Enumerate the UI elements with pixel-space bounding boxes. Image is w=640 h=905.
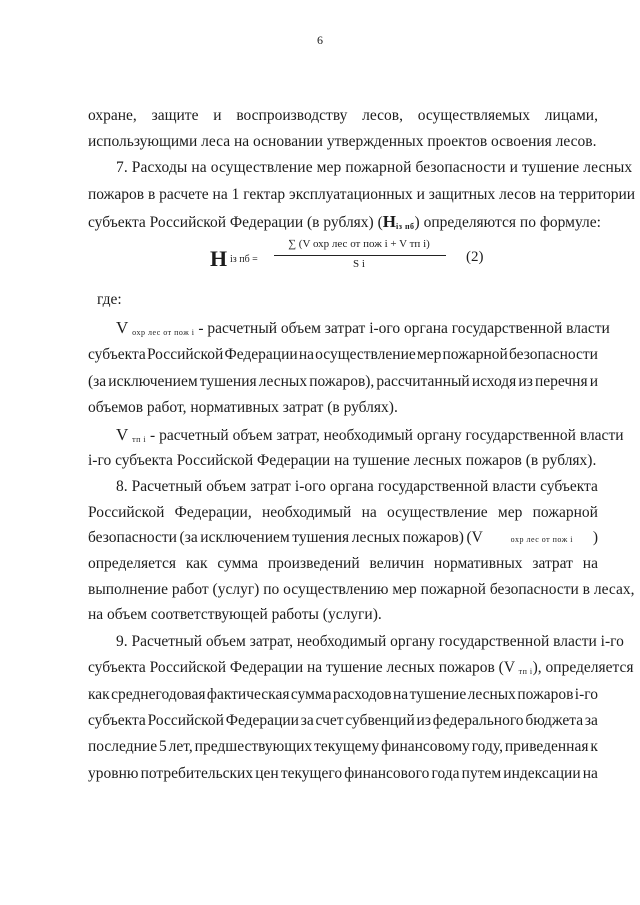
word: сумма (290, 686, 332, 703)
symbol-subscript: iз пб (396, 222, 415, 231)
word: на (361, 504, 377, 521)
word: лет, (168, 738, 193, 755)
text-line: объемов работ, нормативных затрат (в рублях). (88, 399, 398, 416)
word: тушения (292, 529, 350, 546)
word: осуществляемых (417, 107, 531, 124)
word: затрат (532, 555, 573, 572)
text-line: на объем соответствующей работы (услуги). (88, 606, 382, 623)
word: как (185, 555, 208, 572)
word: как (88, 686, 110, 703)
word: Федерации (224, 346, 298, 363)
word: и (213, 107, 222, 124)
word: государственной (377, 478, 489, 495)
word: субъекта (88, 712, 146, 729)
formula-numerator: ∑ (V охр лес от пож i + V тп i) (288, 238, 430, 250)
text-run: ) (592, 529, 598, 546)
word: Российской (146, 346, 224, 363)
word: Российской (147, 712, 224, 729)
text-line (88, 503, 598, 523)
word: определяется (88, 555, 176, 572)
word: за (584, 712, 598, 729)
word: перечня (534, 373, 588, 390)
word: среднегодовая (111, 686, 206, 703)
symbol-H: Н (382, 212, 396, 231)
word: к (590, 738, 598, 755)
definition-line (116, 318, 610, 343)
word: осуществление (387, 504, 488, 521)
formula (210, 238, 510, 274)
word: году, (471, 738, 503, 755)
formula-H: Н (210, 246, 228, 271)
text-run: ), определяется (532, 659, 634, 676)
word: федерального (432, 712, 524, 729)
word: Расчетный (131, 478, 203, 495)
word: расходов (332, 686, 392, 703)
word: на (582, 765, 598, 782)
text-run (88, 528, 483, 548)
word: исходя (471, 373, 517, 390)
word: цен (255, 765, 279, 782)
word: лицами, (544, 107, 598, 124)
word: власти (492, 478, 537, 495)
formula-number: (2) (466, 249, 484, 265)
text-line (88, 372, 598, 392)
word: уровню (88, 765, 139, 782)
text-line (88, 528, 598, 550)
text-run: ) определяются по формуле: (414, 214, 601, 231)
fraction-bar (274, 255, 446, 256)
where-label: где: (97, 291, 122, 308)
text-run: субъекта Российской Федерации на тушение лесных пожаров (V (88, 659, 519, 676)
word: пожарной (442, 346, 508, 363)
word: воспроизводству (236, 107, 348, 124)
word: (за (179, 529, 198, 546)
definition-line (116, 425, 624, 450)
text-line (88, 554, 598, 574)
word: потребительских (140, 765, 254, 782)
word: субъекта (540, 478, 598, 495)
word: лесных (467, 686, 516, 703)
word: приведенная (504, 738, 589, 755)
word: 5 (158, 738, 167, 755)
word: на (582, 555, 598, 572)
word: из (518, 373, 533, 390)
word: исключением (108, 373, 198, 390)
word: и (589, 373, 598, 390)
text-line: пожаров в расчете на 1 гектар эксплуатационных и защитных лесов на территории (88, 186, 636, 203)
word: исключением (200, 529, 290, 546)
word: текущего (280, 765, 343, 782)
paragraph-8-line (116, 477, 598, 497)
word: рассчитанный (376, 373, 470, 390)
word: из (416, 712, 431, 729)
word: лесных (351, 529, 401, 546)
word: охране, (88, 107, 137, 124)
word: пожаров (517, 686, 574, 703)
word: пожаров), (309, 373, 375, 390)
word: фактическая (206, 686, 290, 703)
symbol-V: V (116, 425, 129, 444)
word: лесов, (362, 107, 403, 124)
word: (за (88, 373, 107, 390)
text-line (88, 685, 598, 705)
word: произведений (267, 555, 360, 572)
word: защите (151, 107, 199, 124)
text-line: выполнение работ (услуг) по осуществлению мер пожарной безопасности в лесах, (88, 581, 635, 598)
symbol-subscript: тп i (132, 435, 147, 444)
word: счет (315, 712, 344, 729)
word: субъекта (88, 346, 146, 363)
word: нормативных (433, 555, 523, 572)
symbol-subscript: охр лес от пож i (510, 535, 573, 544)
text-line: i-го субъекта Российской Федерации на тушение лесных пожаров (в рублях). (88, 452, 597, 469)
text-run: субъекта Российской Федерации (в рублях) ( (88, 214, 383, 231)
symbol-subscript: охр лес от пож i (132, 328, 195, 337)
word: на (393, 686, 409, 703)
word: сумма (217, 555, 259, 572)
word: субвенций (345, 712, 415, 729)
text-line (88, 737, 598, 757)
word: мер (416, 346, 442, 363)
word: осуществление (315, 346, 416, 363)
word: 8. (116, 478, 128, 495)
word: финансовому (381, 738, 470, 755)
word: бюджета (525, 712, 584, 729)
word: финансового (344, 765, 430, 782)
word: текущему (314, 738, 380, 755)
word: за (300, 712, 314, 729)
text-line (88, 345, 598, 365)
word: тушения (199, 373, 257, 390)
word: пожаров) (402, 529, 464, 546)
word: необходимый (261, 504, 352, 521)
word: на (298, 346, 314, 363)
word: i-ого (294, 478, 326, 495)
word: объем (206, 478, 247, 495)
word: органа (329, 478, 374, 495)
word: Федерации (225, 712, 299, 729)
word: безопасности (88, 529, 177, 546)
text-line (88, 106, 598, 126)
text-line (88, 212, 601, 237)
word: года (431, 765, 460, 782)
word: величин (369, 555, 425, 572)
word: пожарной (532, 504, 598, 521)
symbol-V: V (116, 318, 129, 337)
formula-subscript: iз пб = (230, 254, 258, 265)
text-line: использующими леса на основании утвержденных проектов освоения лесов. (88, 133, 597, 150)
word: индексации (503, 765, 581, 782)
word: (V (466, 529, 483, 546)
word: лесных (258, 373, 308, 390)
word: Российской (88, 504, 165, 521)
word: безопасности (508, 346, 598, 363)
word: Федерации, (174, 504, 252, 521)
word: мер (497, 504, 523, 521)
text-run: - расчетный объем затрат i-ого органа государственной власти (194, 320, 610, 337)
word: тушение (409, 686, 467, 703)
paragraph-7-line: 7. Расходы на осуществление мер пожарной безопасности и тушение лесных (116, 159, 633, 176)
text-run: - расчетный объем затрат, необходимый органу государственной власти (146, 427, 624, 444)
word: последние (88, 738, 158, 755)
formula-denominator: S i (353, 258, 365, 270)
word: путем (461, 765, 502, 782)
paragraph-9-line: 9. Расчетный объем затрат, необходимый органу государственной власти i-го (116, 633, 624, 650)
symbol-subscript: тп i (518, 667, 533, 676)
word: затрат (250, 478, 291, 495)
text-line (88, 764, 598, 784)
page-number: 6 (317, 33, 323, 47)
word: i-го (574, 686, 598, 703)
text-line (88, 658, 634, 682)
word: предшествующих (194, 738, 313, 755)
text-line (88, 711, 598, 731)
